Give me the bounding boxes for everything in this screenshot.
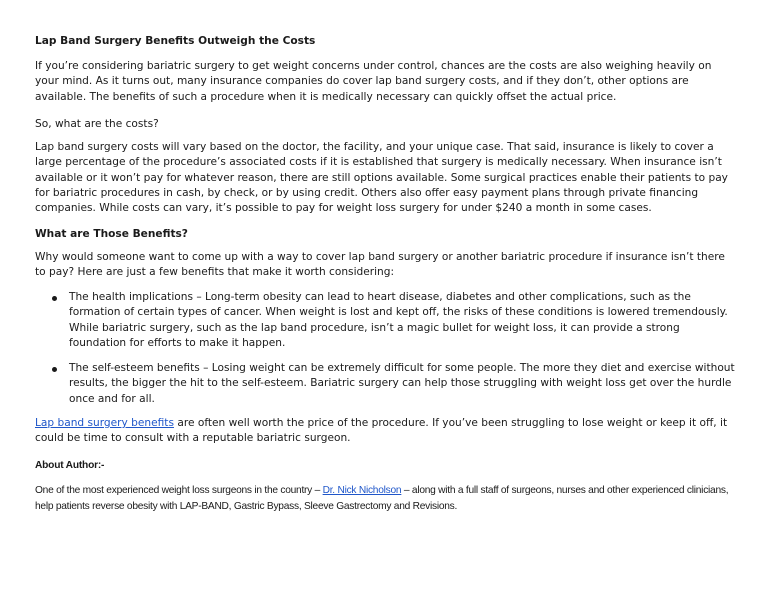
costs-paragraph: Lap band surgery costs will vary based on the doctor, the facility, and your unique case. That said, insurance is likely to cover a large percentage of the procedure’s associated costs if it is established that surgery is medically necessary. When insurance isn’t available or it won’t pay for whatever reason, there are still options available. Some surgical practices enable their patients to pay for bariatric procedures in cash, by check, or by using credit. Others also offer easy payment plans through private financing companies. While costs can vary, it’s possible to pay for weight loss surgery for under $240 a month in some cases. (35, 141, 728, 215)
benefits-list-item-1 (35, 290, 735, 351)
about-text-after: – along with a full staff of surgeons, nurses and other experienced clinicians, help patients reverse obesity with LAP-BAND, Gastric Bypass, Sleeve Gastrectomy and Revisions. (35, 485, 729, 512)
bullet-icon (52, 296, 57, 301)
about-author-heading: About Author:- (35, 460, 105, 471)
costs-question: So, what are the costs? (35, 118, 159, 130)
closing-text: are often well worth the price of the procedure. If you’ve been struggling to lose weight or keep it off, it could be time to consult with a reputable bariatric surgeon. (35, 417, 728, 445)
benefits-intro-paragraph: Why would someone want to come up with a way to cover lap band surgery or another bariatric procedure if insurance isn’t there to pay? Here are just a few benefits that make it worth considering: (35, 251, 725, 279)
list-item (35, 361, 735, 407)
lap-band-benefits-link[interactable]: Lap band surgery benefits (35, 417, 174, 429)
benefits-list-item-2 (35, 361, 735, 407)
list-item-text: The health implications – Long-term obesity can lead to heart disease, diabetes and other complications, such as the formation of certain types of cancer. When weight is lost and kept off, the risks of these conditions is lowered tremendously. While bariatric surgery, such as the lap band procedure, isn’t a magic bullet for weight loss, it can provide a strong foundation for efforts to make it happen. (69, 291, 728, 349)
about-author-paragraph (35, 483, 735, 514)
list-item (35, 290, 735, 351)
article-title: Lap Band Surgery Benefits Outweigh the Costs (35, 35, 316, 47)
author-link[interactable]: Dr. Nick Nicholson (322, 485, 402, 496)
about-text-before: One of the most experienced weight loss surgeons in the country – (35, 485, 323, 496)
closing-paragraph (35, 416, 735, 447)
intro-paragraph: If you’re considering bariatric surgery to get weight concerns under control, chances are the costs are also weighing heavily on your mind. As it turns out, many insurance companies do cover lap band surgery costs, and if they don’t, other options are available. The benefits of such a procedure when it is medically necessary can quickly offset the actual price. (35, 60, 712, 103)
bullet-icon (52, 367, 57, 372)
benefits-heading: What are Those Benefits? (35, 228, 188, 240)
list-item-text: The self-esteem benefits – Losing weight can be extremely difficult for some people. The more they diet and exercise without results, the bigger the hit to the self-esteem. Bariatric surgery can help those struggling with weight loss get over the hurdle once and for all. (69, 362, 735, 405)
